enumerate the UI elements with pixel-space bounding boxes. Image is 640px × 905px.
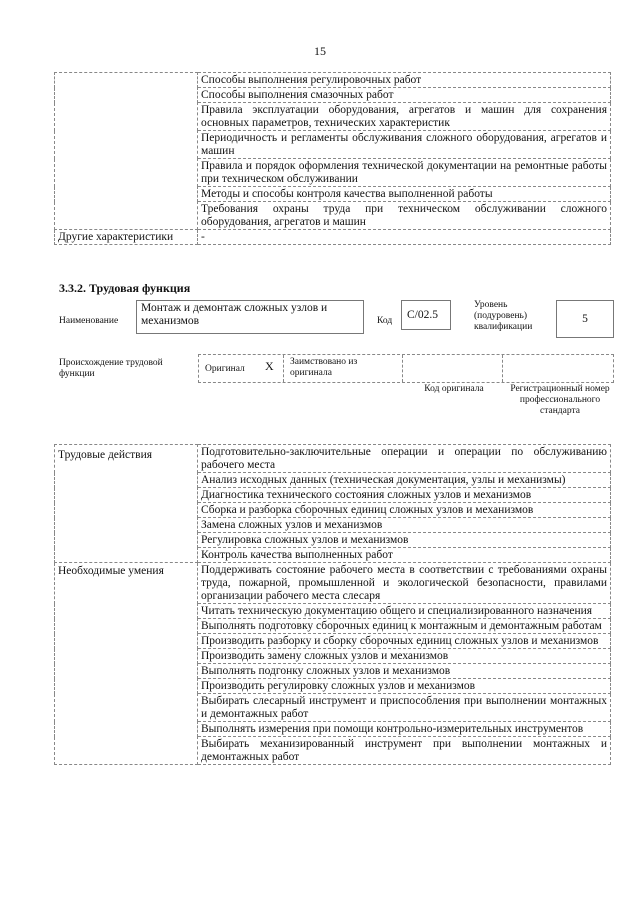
skills-label: Необходимые умения [55, 563, 198, 765]
name-label: Наименование [59, 316, 119, 326]
function-name: Монтаж и демонтаж сложных узлов и механизмов [136, 300, 364, 334]
skill-item: Выбирать слесарный инструмент и приспособления при выполнении монтажных и демонтажных работ [198, 694, 611, 722]
code-original-label: Код оригинала [424, 384, 484, 394]
function-code: C/02.5 [401, 300, 451, 330]
original-mark: X [265, 359, 274, 373]
knowledge-item: Методы и способы контроля качества выполненной работы [198, 187, 611, 202]
page-number: 15 [314, 44, 326, 58]
skill-item: Поддерживать состояние рабочего места в соответствии с требованиями охраны труда, пожарной, промышленной и экологической безопасности, правилами организации рабочего места слесаря [198, 563, 611, 604]
borrowed-label: Заимствовано из оригинала [290, 357, 358, 378]
skill-item: Производить разборку и сборку сборочных единиц сложных узлов и механизмов [198, 634, 611, 649]
table-cell-empty [55, 73, 198, 230]
qualification-level: 5 [556, 300, 614, 338]
table-row [55, 230, 611, 245]
table-row [55, 563, 611, 604]
table-row [55, 73, 611, 88]
labor-action-item: Сборка и разборка сборочных единиц сложных узлов и механизмов [198, 503, 611, 518]
skill-item: Выполнять подгонку сложных узлов и механизмов [198, 664, 611, 679]
knowledge-table [54, 72, 611, 245]
skill-item: Производить регулировку сложных узлов и механизмов [198, 679, 611, 694]
labor-action-item: Контроль качества выполненных работ [198, 548, 611, 563]
original-cell [199, 355, 284, 382]
skill-item: Читать техническую документацию общего и специализированного назначения [198, 604, 611, 619]
labor-action-item: Подготовительно-заключительные операции и операции по обслуживанию рабочего места [198, 445, 611, 473]
labor-action-item: Замена сложных узлов и механизмов [198, 518, 611, 533]
knowledge-item: Требования охраны труда при техническом обслуживании сложного оборудования, агрегатов и машин [198, 202, 611, 230]
original-label: Оригинал [205, 364, 245, 374]
labor-action-item: Диагностика технического состояния сложных узлов и механизмов [198, 488, 611, 503]
level-label: Уровень (подуровень) квалификации [474, 300, 533, 332]
labor-action-item: Регулировка сложных узлов и механизмов [198, 533, 611, 548]
skill-item: Выбирать механизированный инструмент при выполнении монтажных и демонтажных работ [198, 737, 611, 765]
code-label: Код [377, 316, 393, 326]
table-row [55, 445, 611, 473]
knowledge-item: Периодичность и регламенты обслуживания сложного оборудования, агрегатов и машин [198, 131, 611, 159]
borrowed-cell [284, 355, 403, 382]
section-heading: 3.3.2. Трудовая функция [59, 281, 191, 295]
labor-function-table [54, 444, 611, 765]
skill-item: Производить замену сложных узлов и механизмов [198, 649, 611, 664]
knowledge-item: Правила эксплуатации оборудования, агрегатов и машин для сохранения основных параметров, технических характеристик [198, 103, 611, 131]
reg-number-label: Регистрационный номер профессионального стандарта [510, 384, 610, 416]
skill-item: Выполнять подготовку сборочных единиц к монтажным и демонтажным работам [198, 619, 611, 634]
knowledge-item: Способы выполнения регулировочных работ [198, 73, 611, 88]
labor-actions-label: Трудовые действия [55, 445, 198, 563]
origin-row [198, 354, 614, 383]
skill-item: Выполнять измерения при помощи контрольно-измерительных инструментов [198, 722, 611, 737]
knowledge-item: Способы выполнения смазочных работ [198, 88, 611, 103]
knowledge-item: Правила и порядок оформления технической документации на ремонтные работы при техническом обслуживании [198, 159, 611, 187]
other-characteristics-label: Другие характеристики [55, 230, 198, 245]
labor-action-item: Анализ исходных данных (техническая документация, узлы и механизмы) [198, 473, 611, 488]
code-original-cell [403, 355, 503, 382]
origin-label: Происхождение трудовой функции [59, 358, 163, 379]
other-characteristics-value: - [198, 230, 611, 245]
